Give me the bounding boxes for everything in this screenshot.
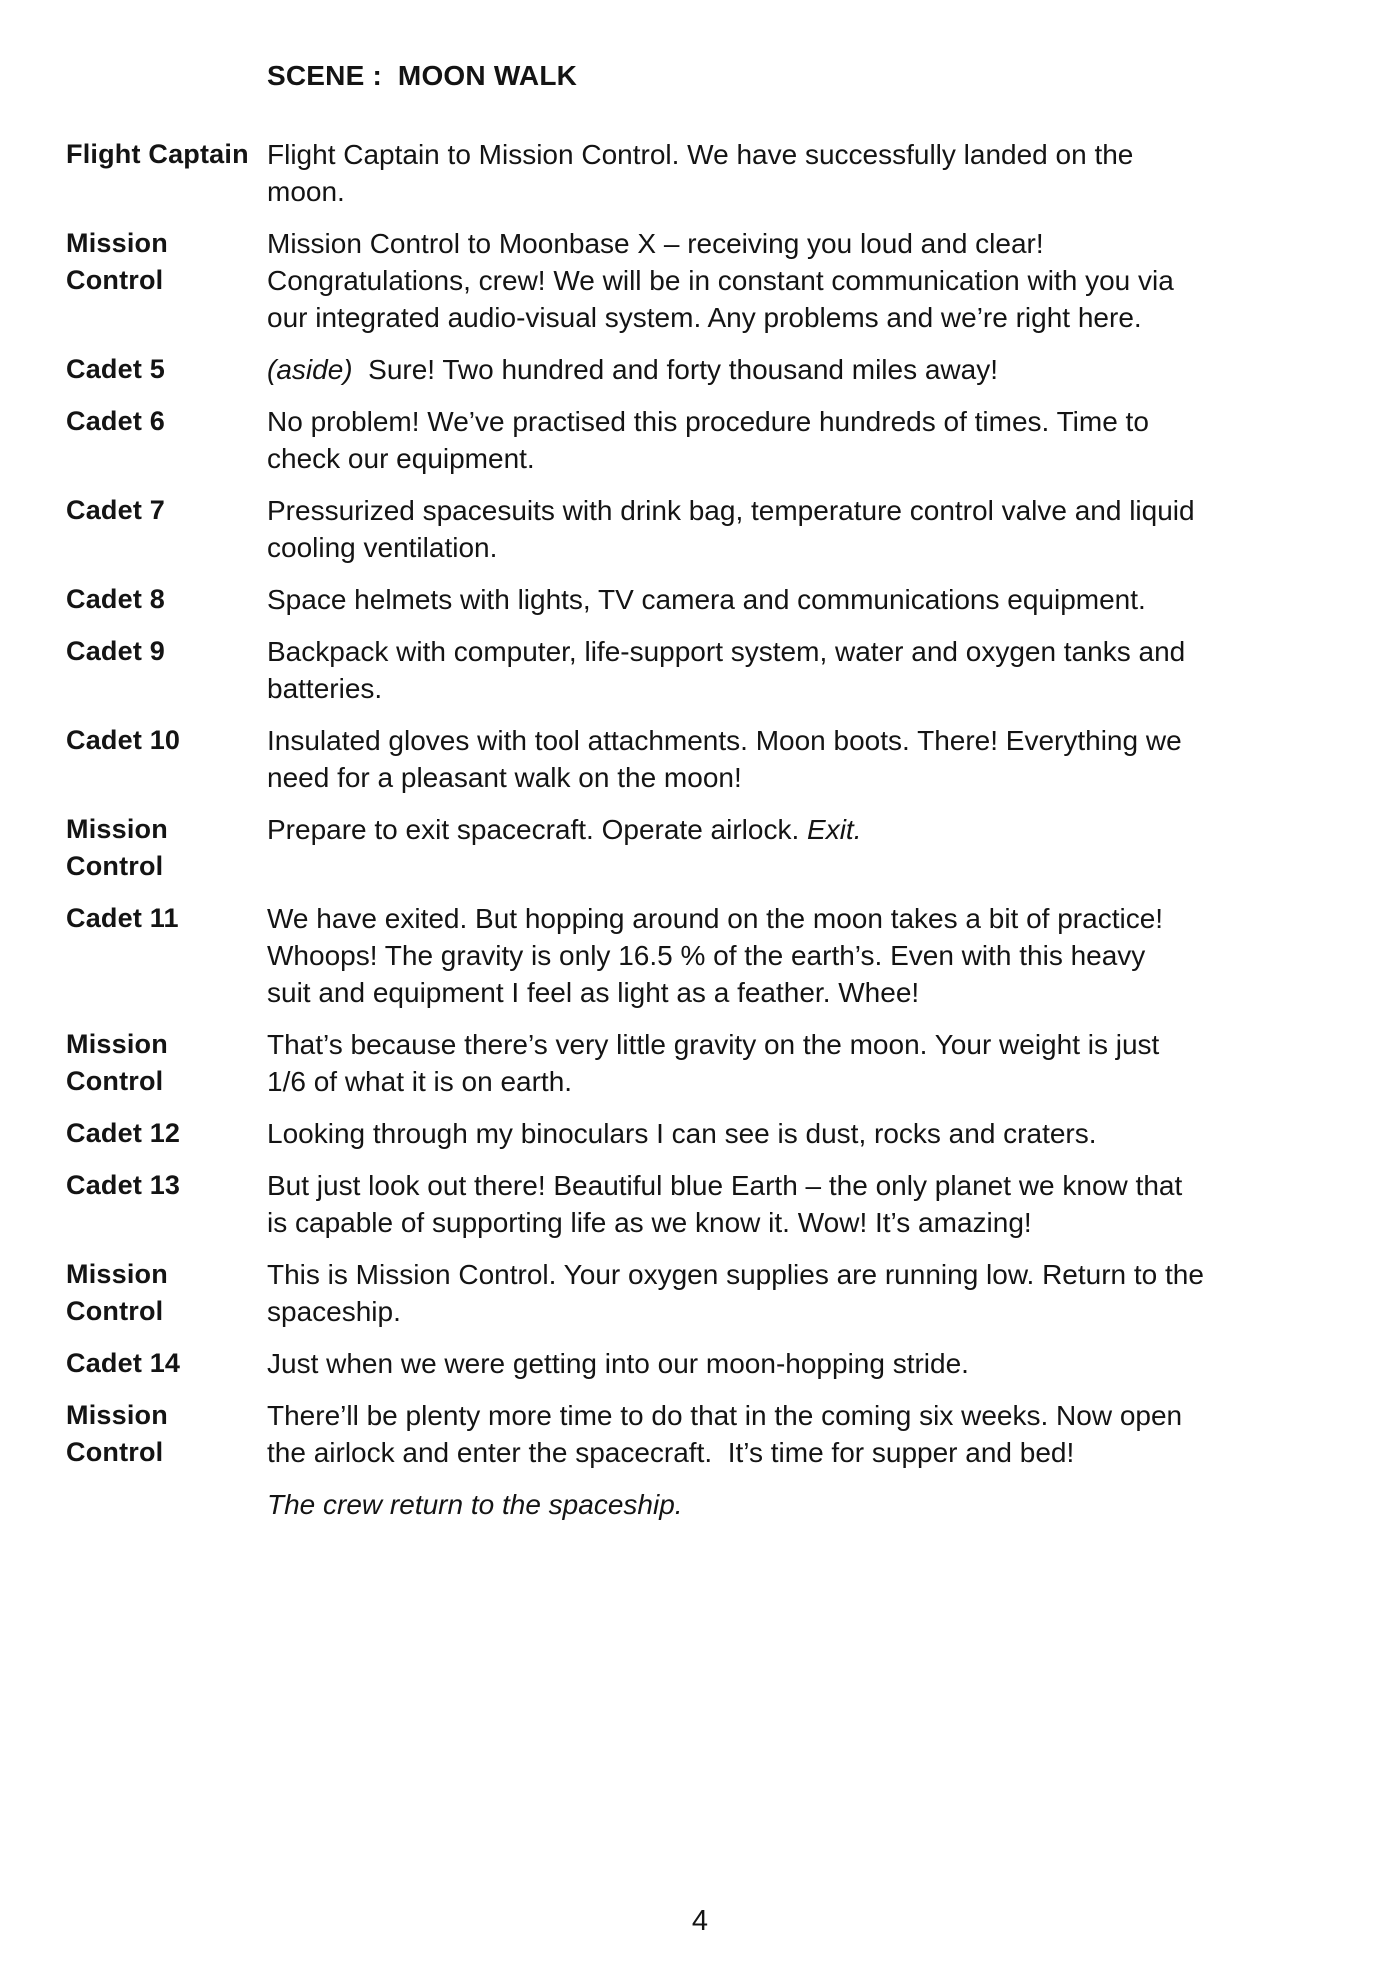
dialogue-line bbox=[267, 1345, 1344, 1382]
text-segment: Space helmets with lights, TV camera and communications equipment. bbox=[267, 584, 1146, 615]
script-row bbox=[66, 811, 1344, 885]
dialogue-line bbox=[267, 492, 1344, 529]
script-row bbox=[66, 136, 1344, 210]
script-row bbox=[66, 1256, 1344, 1330]
text-segment: Backpack with computer, life-support system, water and oxygen tanks and bbox=[267, 636, 1186, 667]
script-row bbox=[66, 1026, 1344, 1100]
script-row bbox=[66, 225, 1344, 336]
dialogue-line bbox=[267, 1397, 1344, 1434]
dialogue-text bbox=[267, 811, 1344, 848]
dialogue-line bbox=[267, 1063, 1344, 1100]
text-segment: Pressurized spacesuits with drink bag, temperature control valve and liquid bbox=[267, 495, 1195, 526]
text-segment: This is Mission Control. Your oxygen supplies are running low. Return to the bbox=[267, 1259, 1204, 1290]
dialogue-line bbox=[267, 440, 1344, 477]
dialogue-text bbox=[267, 492, 1344, 566]
dialogue-line bbox=[267, 1115, 1344, 1152]
stage-direction-text bbox=[267, 1486, 1344, 1523]
text-segment: Just when we were getting into our moon-hopping stride. bbox=[267, 1348, 969, 1379]
dialogue-text bbox=[267, 1026, 1344, 1100]
script-row bbox=[66, 722, 1344, 796]
dialogue-text bbox=[267, 225, 1344, 336]
dialogue-line bbox=[267, 529, 1344, 566]
dialogue-line bbox=[267, 299, 1344, 336]
italic-text-segment: The crew return to the spaceship. bbox=[267, 1489, 683, 1520]
text-segment: our integrated audio-visual system. Any problems and we’re right here. bbox=[267, 302, 1142, 333]
speaker-label: Cadet 8 bbox=[66, 584, 165, 614]
dialogue-text bbox=[267, 1397, 1344, 1471]
dialogue-text bbox=[267, 1167, 1344, 1241]
dialogue-text bbox=[267, 581, 1344, 618]
text-segment: spaceship. bbox=[267, 1296, 401, 1327]
dialogue-line bbox=[267, 1434, 1344, 1471]
script-row bbox=[66, 1167, 1344, 1241]
text-segment: We have exited. But hopping around on the moon takes a bit of practice! bbox=[267, 903, 1164, 934]
speaker-label: Mission Control bbox=[66, 228, 168, 295]
dialogue-line bbox=[267, 581, 1344, 618]
text-segment: check our equipment. bbox=[267, 443, 535, 474]
dialogue-line bbox=[267, 900, 1344, 937]
text-segment: is capable of supporting life as we know it. Wow! It’s amazing! bbox=[267, 1207, 1032, 1238]
speaker-label: Cadet 10 bbox=[66, 725, 181, 755]
text-segment: batteries. bbox=[267, 673, 383, 704]
script-row bbox=[66, 351, 1344, 388]
scene-title: SCENE : MOON WALK bbox=[267, 60, 578, 91]
text-segment: Sure! Two hundred and forty thousand miles away! bbox=[352, 354, 999, 385]
dialogue-text bbox=[267, 351, 1344, 388]
dialogue-line bbox=[267, 173, 1344, 210]
script-row bbox=[66, 1397, 1344, 1471]
text-segment: suit and equipment I feel as light as a feather. Whee! bbox=[267, 977, 920, 1008]
text-segment: need for a pleasant walk on the moon! bbox=[267, 762, 742, 793]
script-row bbox=[66, 1115, 1344, 1152]
dialogue-line bbox=[267, 722, 1344, 759]
speaker-label: Mission Control bbox=[66, 1400, 168, 1467]
italic-text-segment: Exit. bbox=[807, 814, 862, 845]
script-row bbox=[66, 492, 1344, 566]
dialogue-line bbox=[267, 1486, 1344, 1523]
text-segment: That’s because there’s very little gravity on the moon. Your weight is just bbox=[267, 1029, 1160, 1060]
dialogue-line bbox=[267, 1167, 1344, 1204]
text-segment: No problem! We’ve practised this procedure hundreds of times. Time to bbox=[267, 406, 1149, 437]
dialogue-text bbox=[267, 633, 1344, 707]
dialogue-line bbox=[267, 225, 1344, 262]
dialogue-line bbox=[267, 351, 1344, 388]
speaker-label: Cadet 5 bbox=[66, 354, 165, 384]
speaker-label: Cadet 14 bbox=[66, 1348, 181, 1378]
dialogue-text bbox=[267, 403, 1344, 477]
speaker-label: Mission Control bbox=[66, 1029, 168, 1096]
script-row bbox=[66, 900, 1344, 1011]
dialogue-text bbox=[267, 1256, 1344, 1330]
dialogue-list bbox=[66, 136, 1344, 1523]
script-row bbox=[66, 403, 1344, 477]
text-segment: Looking through my binoculars I can see is dust, rocks and craters. bbox=[267, 1118, 1097, 1149]
dialogue-line bbox=[267, 1026, 1344, 1063]
dialogue-text bbox=[267, 136, 1344, 210]
text-segment: There’ll be plenty more time to do that in the coming six weeks. Now open bbox=[267, 1400, 1183, 1431]
text-segment: But just look out there! Beautiful blue Earth – the only planet we know that bbox=[267, 1170, 1183, 1201]
dialogue-text bbox=[267, 1115, 1344, 1152]
speaker-label: Cadet 6 bbox=[66, 406, 165, 436]
speaker-label: Cadet 7 bbox=[66, 495, 165, 525]
dialogue-text bbox=[267, 1345, 1344, 1382]
text-segment: 1/6 of what it is on earth. bbox=[267, 1066, 573, 1097]
stage-direction-row bbox=[66, 1486, 1344, 1523]
dialogue-line bbox=[267, 1204, 1344, 1241]
dialogue-line bbox=[267, 403, 1344, 440]
dialogue-line bbox=[267, 136, 1344, 173]
speaker-label: Cadet 13 bbox=[66, 1170, 181, 1200]
text-segment: Insulated gloves with tool attachments. Moon boots. There! Everything we bbox=[267, 725, 1182, 756]
dialogue-line bbox=[267, 974, 1344, 1011]
text-segment: Congratulations, crew! We will be in constant communication with you via bbox=[267, 265, 1174, 296]
text-segment: Whoops! The gravity is only 16.5 % of the earth’s. Even with this heavy bbox=[267, 940, 1146, 971]
script-row bbox=[66, 1345, 1344, 1382]
dialogue-line bbox=[267, 633, 1344, 670]
script-row bbox=[66, 633, 1344, 707]
dialogue-line bbox=[267, 759, 1344, 796]
speaker-label: Mission Control bbox=[66, 1259, 168, 1326]
dialogue-line bbox=[267, 937, 1344, 974]
text-segment: moon. bbox=[267, 176, 345, 207]
dialogue-line bbox=[267, 670, 1344, 707]
speaker-label: Mission Control bbox=[66, 814, 168, 881]
text-segment: Prepare to exit spacecraft. Operate airlock. bbox=[267, 814, 808, 845]
text-segment: Mission Control to Moonbase X – receiving you loud and clear! bbox=[267, 228, 1044, 259]
dialogue-text bbox=[267, 722, 1344, 796]
text-segment: cooling ventilation. bbox=[267, 532, 498, 563]
italic-text-segment: (aside) bbox=[267, 354, 353, 385]
dialogue-text bbox=[267, 900, 1344, 1011]
text-segment: the airlock and enter the spacecraft. It’s time for supper and bed! bbox=[267, 1437, 1075, 1468]
speaker-label: Cadet 9 bbox=[66, 636, 165, 666]
dialogue-line bbox=[267, 811, 1344, 848]
speaker-label: Flight Captain bbox=[66, 139, 249, 169]
dialogue-line bbox=[267, 262, 1344, 299]
dialogue-line bbox=[267, 1293, 1344, 1330]
speaker-label: Cadet 12 bbox=[66, 1118, 181, 1148]
text-segment: Flight Captain to Mission Control. We have successfully landed on the bbox=[267, 139, 1134, 170]
page-number: 4 bbox=[691, 1905, 709, 1937]
dialogue-line bbox=[267, 1256, 1344, 1293]
script-row bbox=[66, 581, 1344, 618]
speaker-label: Cadet 11 bbox=[66, 903, 179, 933]
